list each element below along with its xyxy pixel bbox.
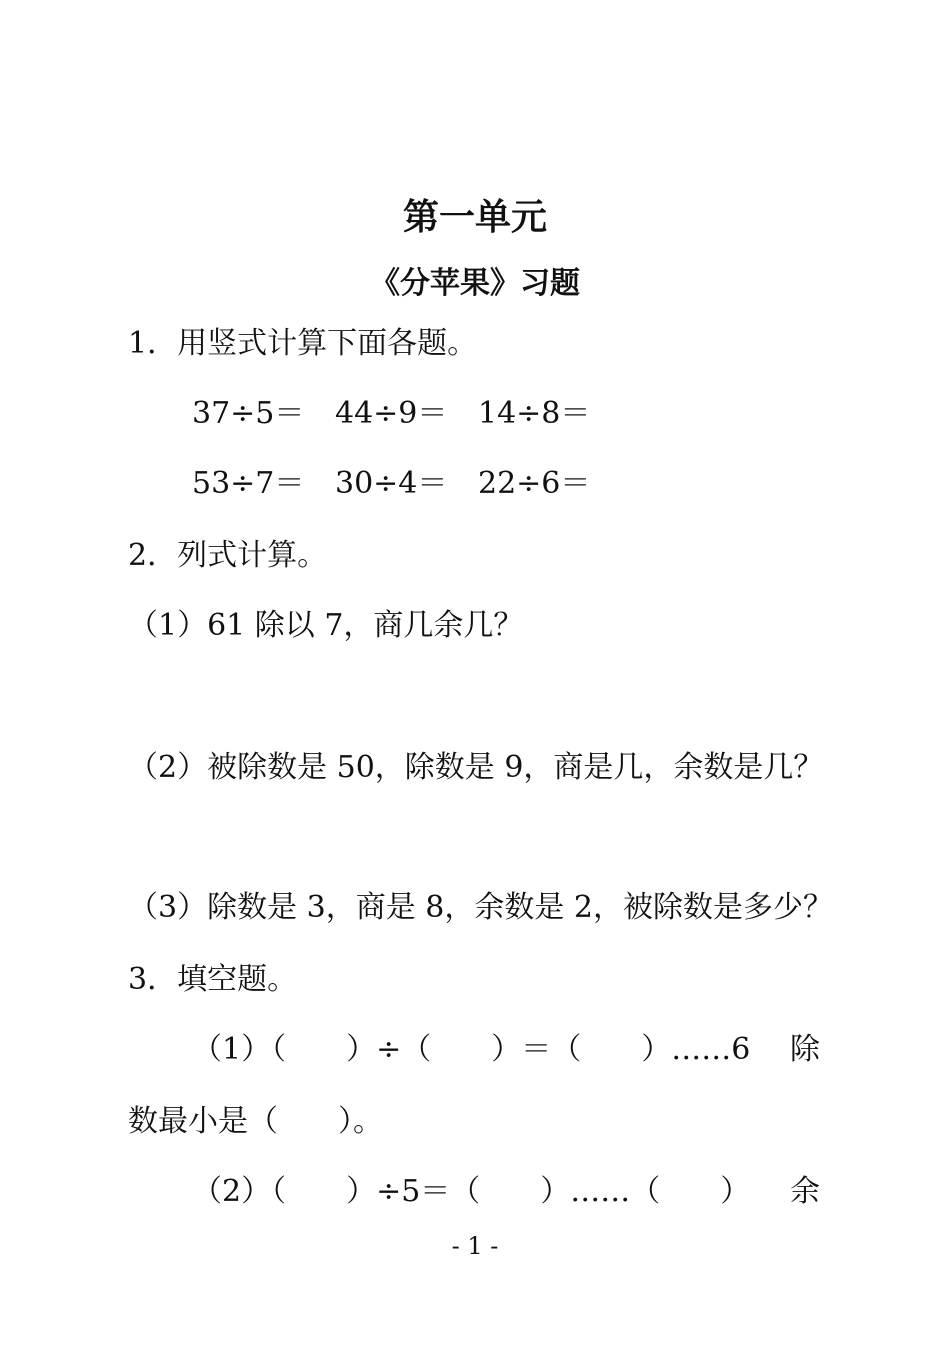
- lesson-subtitle: 《分苹果》习题: [370, 266, 580, 301]
- fill-blank-1: （1）（ ）÷（ ）＝（ ）……6: [192, 1032, 751, 1067]
- question-2-item-3: （3）除数是 3，商是 8，余数是 2，被除数是多少？: [128, 890, 833, 925]
- division-problem: 53÷7＝: [192, 466, 305, 501]
- division-problem: 37÷5＝: [192, 396, 305, 431]
- division-problem: 44÷9＝: [335, 396, 448, 431]
- question-1-heading: 1．用竖式计算下面各题。: [128, 326, 478, 361]
- fill-blank-2-tail: 余: [790, 1174, 820, 1209]
- unit-title: 第一单元: [402, 197, 547, 238]
- question-3-heading: 3．填空题。: [128, 962, 298, 997]
- fill-blank-1-tail: 除: [790, 1032, 820, 1067]
- question-2-heading: 2．列式计算。: [128, 538, 328, 573]
- question-2-item-2: （2）被除数是 50，除数是 9，商是几，余数是几？: [128, 750, 824, 785]
- fill-blank-1-continued: 数最小是（ ）。: [128, 1104, 383, 1139]
- page-number: - 1 -: [451, 1232, 499, 1260]
- question-2-item-1: （1）61 除以 7，商几余几？: [128, 608, 524, 643]
- division-problem: 30÷4＝: [335, 466, 448, 501]
- division-problem: 14÷8＝: [478, 396, 591, 431]
- fill-blank-2: （2）（ ）÷5＝（ ）……（ ）: [192, 1174, 751, 1209]
- division-problem: 22÷6＝: [478, 466, 591, 501]
